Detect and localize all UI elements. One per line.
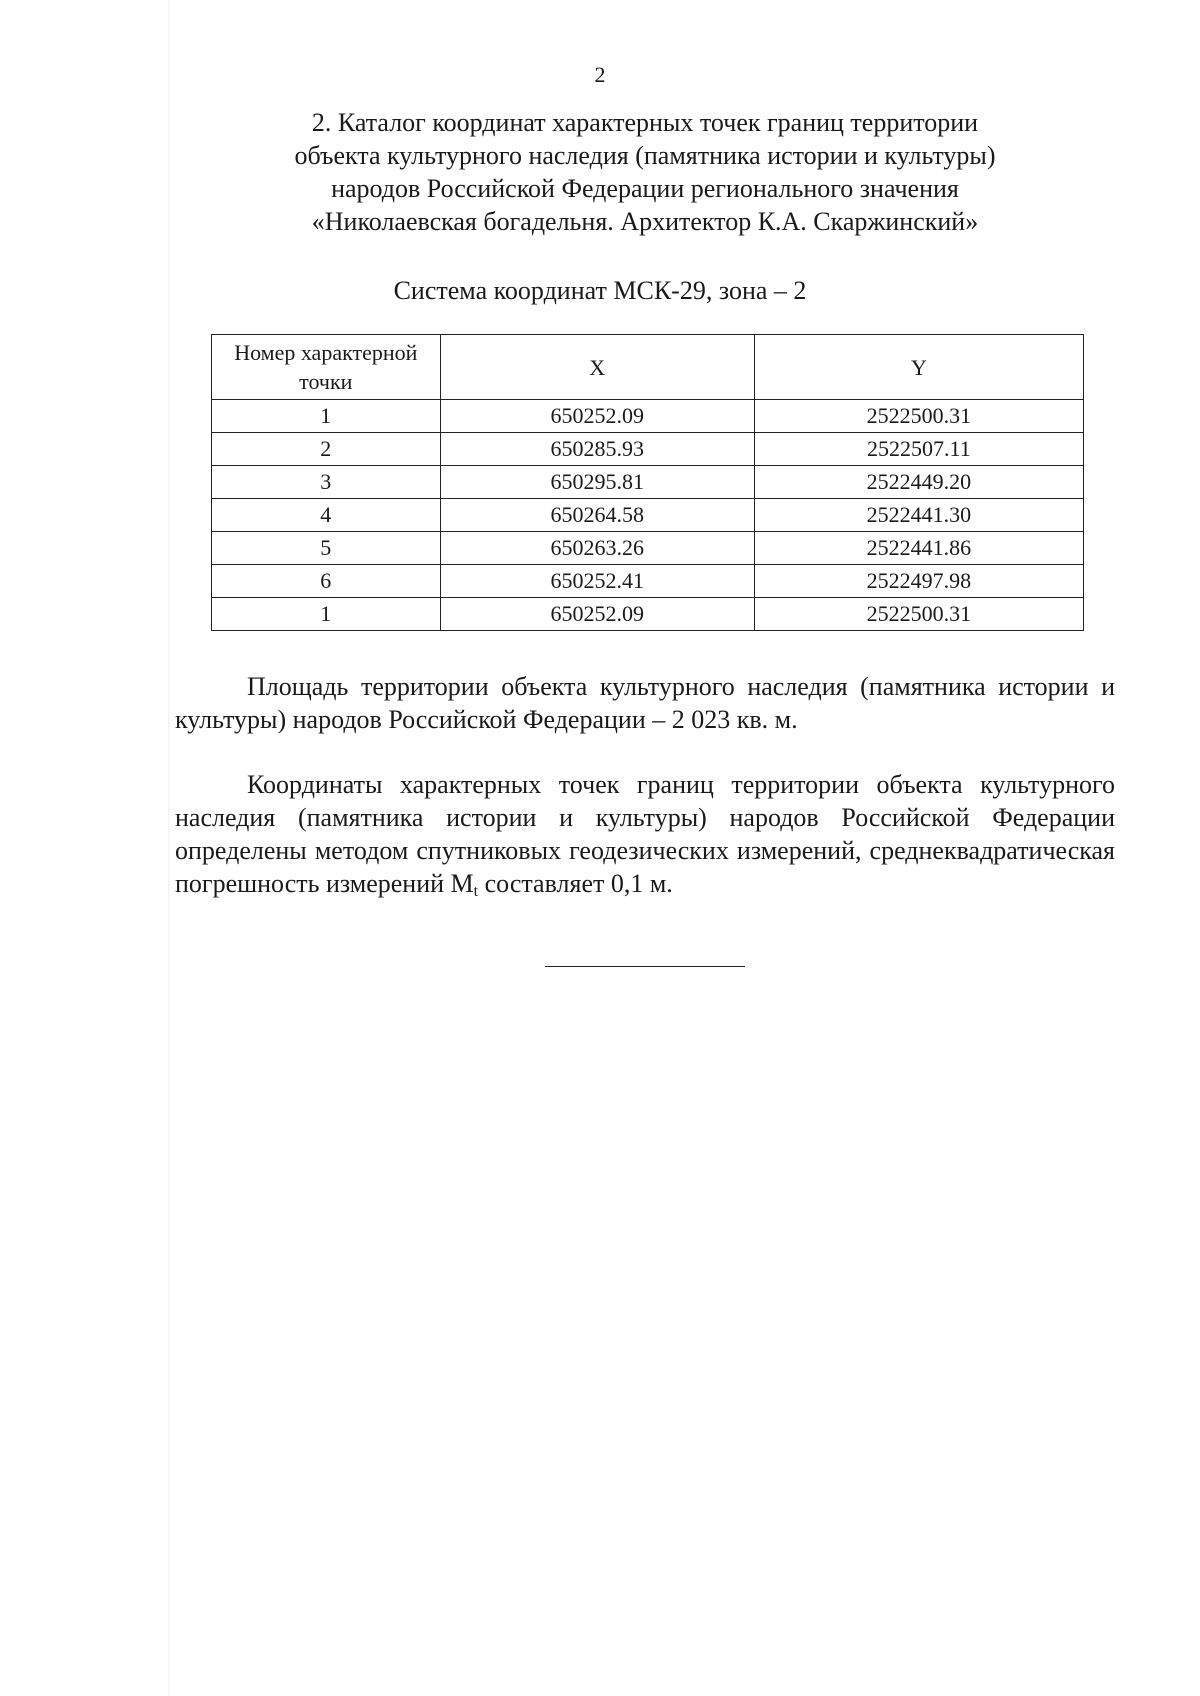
table-row — [212, 565, 1084, 598]
method-paragraph — [175, 768, 1115, 908]
cell-point: 4 — [212, 499, 441, 532]
method-text: Координаты характерных точек границ территории объекта культурного наследия (памятника истории и культуры) народов Российской Федерации определены методом спутниковых геодезических измерений, среднеквадратическая погрешность измерений M — [175, 770, 1115, 898]
cell-x: 650263.26 — [440, 532, 754, 565]
cell-y: 2522500.31 — [754, 598, 1083, 631]
cell-x: 650285.93 — [440, 433, 754, 466]
table-row — [212, 400, 1084, 433]
table-row — [212, 433, 1084, 466]
coordinate-system-caption: Система координат МСК-29, зона – 2 — [393, 276, 807, 305]
table-header-row — [212, 335, 1084, 400]
table-row — [212, 598, 1084, 631]
page-number: 2 — [594, 62, 606, 87]
method-text-end: составляет 0,1 м. — [478, 869, 673, 898]
header-point-line1: Номер характерной — [234, 340, 418, 365]
header-y: Y — [754, 335, 1083, 400]
heading-line: 2. Каталог координат характерных точек границ территории — [311, 108, 979, 137]
cell-y: 2522449.20 — [754, 466, 1083, 499]
error-subscript: t — [473, 883, 479, 900]
cell-y: 2522507.11 — [754, 433, 1083, 466]
heading-line: народов Российской Федерации регионального значения — [331, 174, 959, 203]
table-row — [212, 499, 1084, 532]
cell-point: 5 — [212, 532, 441, 565]
cell-point: 3 — [212, 466, 441, 499]
header-x: X — [440, 335, 754, 400]
cell-x: 650295.81 — [440, 466, 754, 499]
header-point-number — [212, 335, 441, 400]
cell-y: 2522500.31 — [754, 400, 1083, 433]
cell-x: 650252.41 — [440, 565, 754, 598]
cell-y: 2522441.30 — [754, 499, 1083, 532]
cell-x: 650252.09 — [440, 400, 754, 433]
heading-line: объекта культурного наследия (памятника истории и культуры) — [294, 141, 996, 170]
cell-point: 1 — [212, 400, 441, 433]
end-of-document-rule — [545, 966, 745, 967]
section-heading — [200, 106, 1090, 238]
table-row — [212, 532, 1084, 565]
area-paragraph — [175, 670, 1115, 736]
cell-y: 2522441.86 — [754, 532, 1083, 565]
header-point-line2: точки — [299, 369, 353, 394]
cell-x: 650252.09 — [440, 598, 754, 631]
cell-point: 2 — [212, 433, 441, 466]
heading-line: «Николаевская богадельня. Архитектор К.А. Скаржинский» — [311, 207, 979, 236]
cell-x: 650264.58 — [440, 499, 754, 532]
scan-edge-shadow — [168, 0, 170, 1696]
cell-y: 2522497.98 — [754, 565, 1083, 598]
table-row — [212, 466, 1084, 499]
cell-point: 1 — [212, 598, 441, 631]
area-text: Площадь территории объекта культурного наследия (памятника истории и культуры) народов Российской Федерации – 2 023 кв. м. — [175, 672, 1115, 734]
cell-point: 6 — [212, 565, 441, 598]
coordinates-table — [211, 334, 1084, 631]
